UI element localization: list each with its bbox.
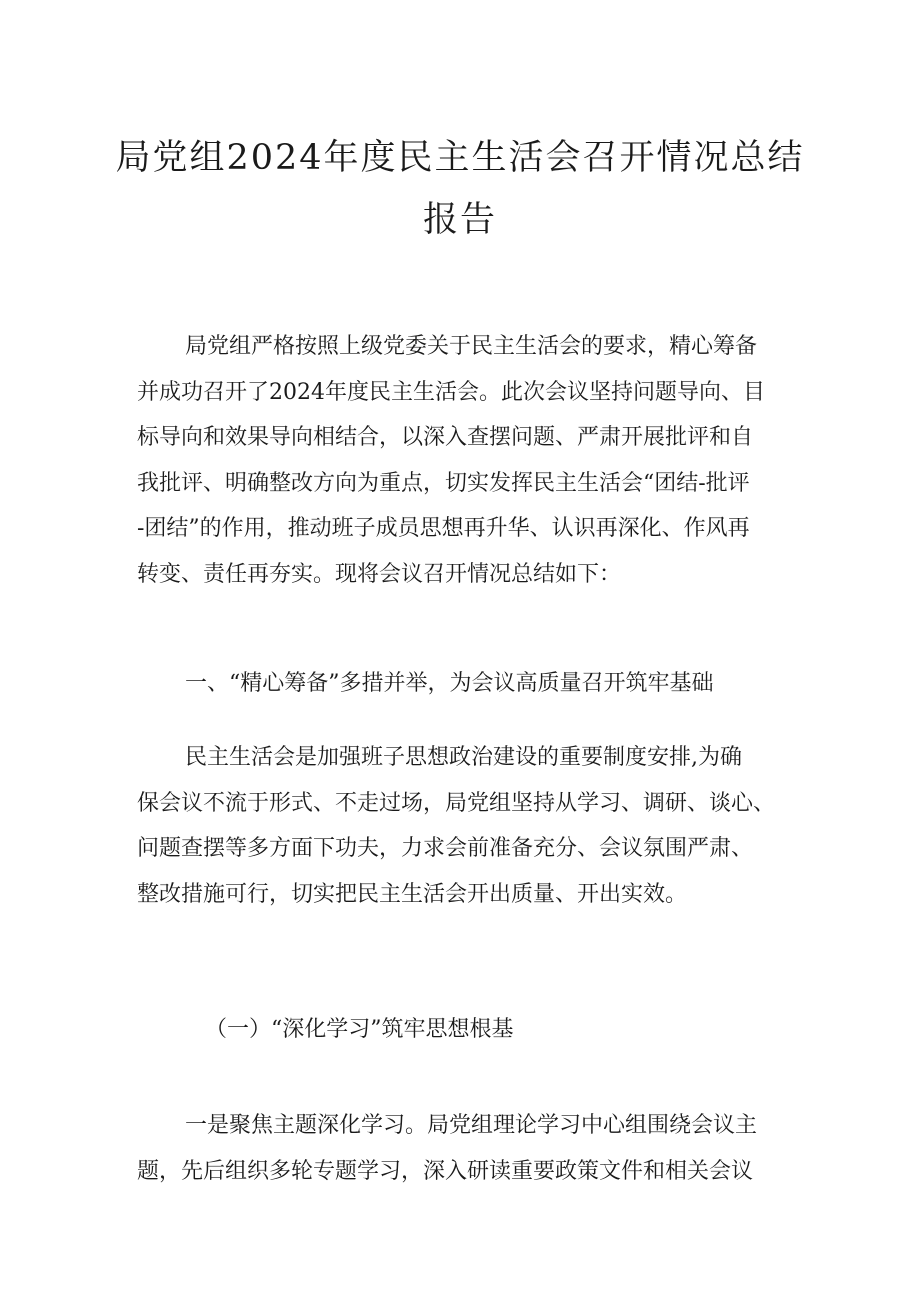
- paragraph-line: 民主生活会是加强班子思想政治建设的重要制度安排,为确: [185, 745, 742, 770]
- paragraph-line: 转变、责任再夯实。现将会议召开情况总结如下：: [137, 561, 622, 587]
- document-title-line-1: 局党组2024年度民主生活会召开情况总结: [115, 138, 805, 178]
- intro-paragraph: [137, 324, 793, 597]
- paragraph-line: 一是聚焦主题深化学习。局党组理论学习中心组围绕会议主: [185, 1113, 758, 1138]
- section-heading-text: 一、“精心筹备”多措并举，为会议高质量召开筑牢基础: [185, 671, 714, 696]
- paragraph-line: 我批评、明确整改方向为重点，切实发挥民主生活会“团结-批评: [137, 470, 750, 496]
- subsection-1-heading: [137, 1007, 793, 1053]
- paragraph-line: 标导向和效果导向相结合，以深入查摆问题、严肃开展批评和自: [137, 425, 754, 450]
- paragraph-line: 保会议不流于形式、不走过场，局党组坚持从学习、调研、谈心、: [137, 790, 776, 816]
- subsection-1-paragraph: [137, 1103, 793, 1194]
- paragraph-line: 整改措施可行，切实把民主生活会开出质量、开出实效。: [137, 881, 688, 907]
- document-title-line-2: 报告: [422, 200, 497, 240]
- paragraph-line: -团结”的作用，推动班子成员思想再升华、认识再深化、作风再: [137, 516, 750, 541]
- paragraph-line: 局党组严格按照上级党委关于民主生活会的要求，精心筹备: [185, 334, 758, 359]
- paragraph-line: 问题查摆等多方面下功夫，力求会前准备充分、会议氛围严肃、: [137, 836, 754, 861]
- section-1-paragraph: [137, 735, 793, 917]
- paragraph-line: 并成功召开了2024年度民主生活会。此次会议坚持问题导向、目: [137, 379, 765, 405]
- section-1-heading: [137, 661, 793, 707]
- subsection-heading-text: （一）“深化学习”筑牢思想根基: [205, 1017, 514, 1042]
- paragraph-line: 题，先后组织多轮专题学习，深入研读重要政策文件和相关会议: [137, 1158, 754, 1184]
